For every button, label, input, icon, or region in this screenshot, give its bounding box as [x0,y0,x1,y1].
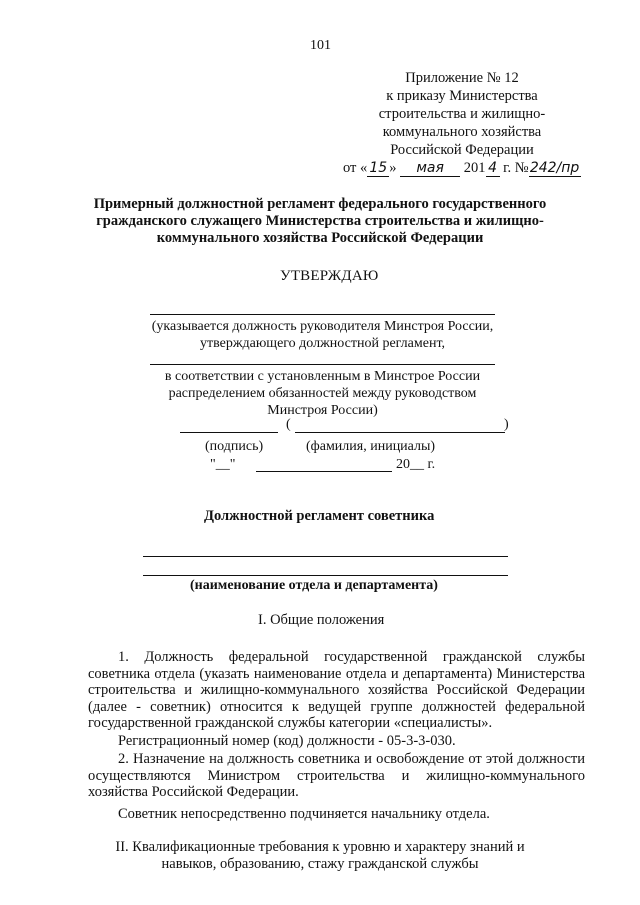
order-number: 242/пр [529,160,580,176]
signature-line [180,432,278,433]
paragraph-1: 1. Должность федеральной государственной гражданской службы советника отдела (указать наименование отдела и департамента) Министерства строительства и жилищно-коммунального хозяйства Российской Федерации (далее - советник) относится к ведущей группе должностей федеральной государственной гражданской службы категории «специалисты». [88,649,585,731]
paragraph-subordination: Советник непосредственно подчиняется начальнику отдела. [118,806,490,822]
regulation-title: Должностной регламент советника [204,508,435,524]
date-month-line [256,471,392,472]
section-2-title: II. Квалификационные требования к уровню и характеру знаний и навыков, образованию, стажу гражданской службы [115,839,525,872]
order-year-digit: 4 [486,160,500,177]
appendix-line: строительства и жилищно- [378,106,546,122]
appendix-line: Российской Федерации [390,142,534,158]
appendix-line: Приложение № 12 [405,70,519,86]
date-year: 20__ г. [396,457,436,472]
order-date-line [343,160,581,177]
position-line-2 [150,364,495,365]
appendix-line: к приказу Министерства [386,88,538,104]
signature-label: (подпись) [205,439,264,454]
order-day: 15 [367,160,389,177]
appendix-line: коммунального хозяйства [382,124,542,140]
document-title: Примерный должностной регламент федерального государственного гражданского служащего Министерства строительства и жилищно-коммунального хозяйства Российской Федерации [93,196,547,246]
fio-label: (фамилия, инициалы) [306,439,436,454]
fio-open-paren: ( [286,417,291,432]
order-month: мая [400,160,460,177]
paragraph-2: 2. Назначение на должность советника и освобождение от этой должности осуществляются Министром строительства и жилищно-коммунального хозяйства Российской Федерации. [88,751,585,800]
fio-line [295,432,505,433]
order-year-prefix: 201 [463,160,486,176]
appendix-block [372,69,552,159]
order-prefix: от « [343,160,368,176]
department-line-1 [143,556,508,557]
department-line-2 [143,575,508,576]
fio-close-paren: ) [504,417,509,432]
approval-note-1: (указывается должность руководителя Минстроя России, утверждающего должностной регламент, [151,319,494,351]
approve-heading: УТВЕРЖДАЮ [280,268,379,284]
section-1-title: I. Общие положения [258,612,385,628]
order-g-no: г. № [503,160,529,176]
department-label: (наименование отдела и департамента) [190,578,438,593]
position-line [150,314,495,315]
paragraph-reg-number: Регистрационный номер (код) должности - 05-3-3-030. [118,733,456,749]
page-number: 101 [310,38,331,53]
approval-note-2: в соответствии с установленным в Минстрое России распределением обязанностей между руководством Минстроя России) [164,369,481,418]
date-quote: "__" [210,457,236,472]
order-quote-close: » [389,160,397,176]
